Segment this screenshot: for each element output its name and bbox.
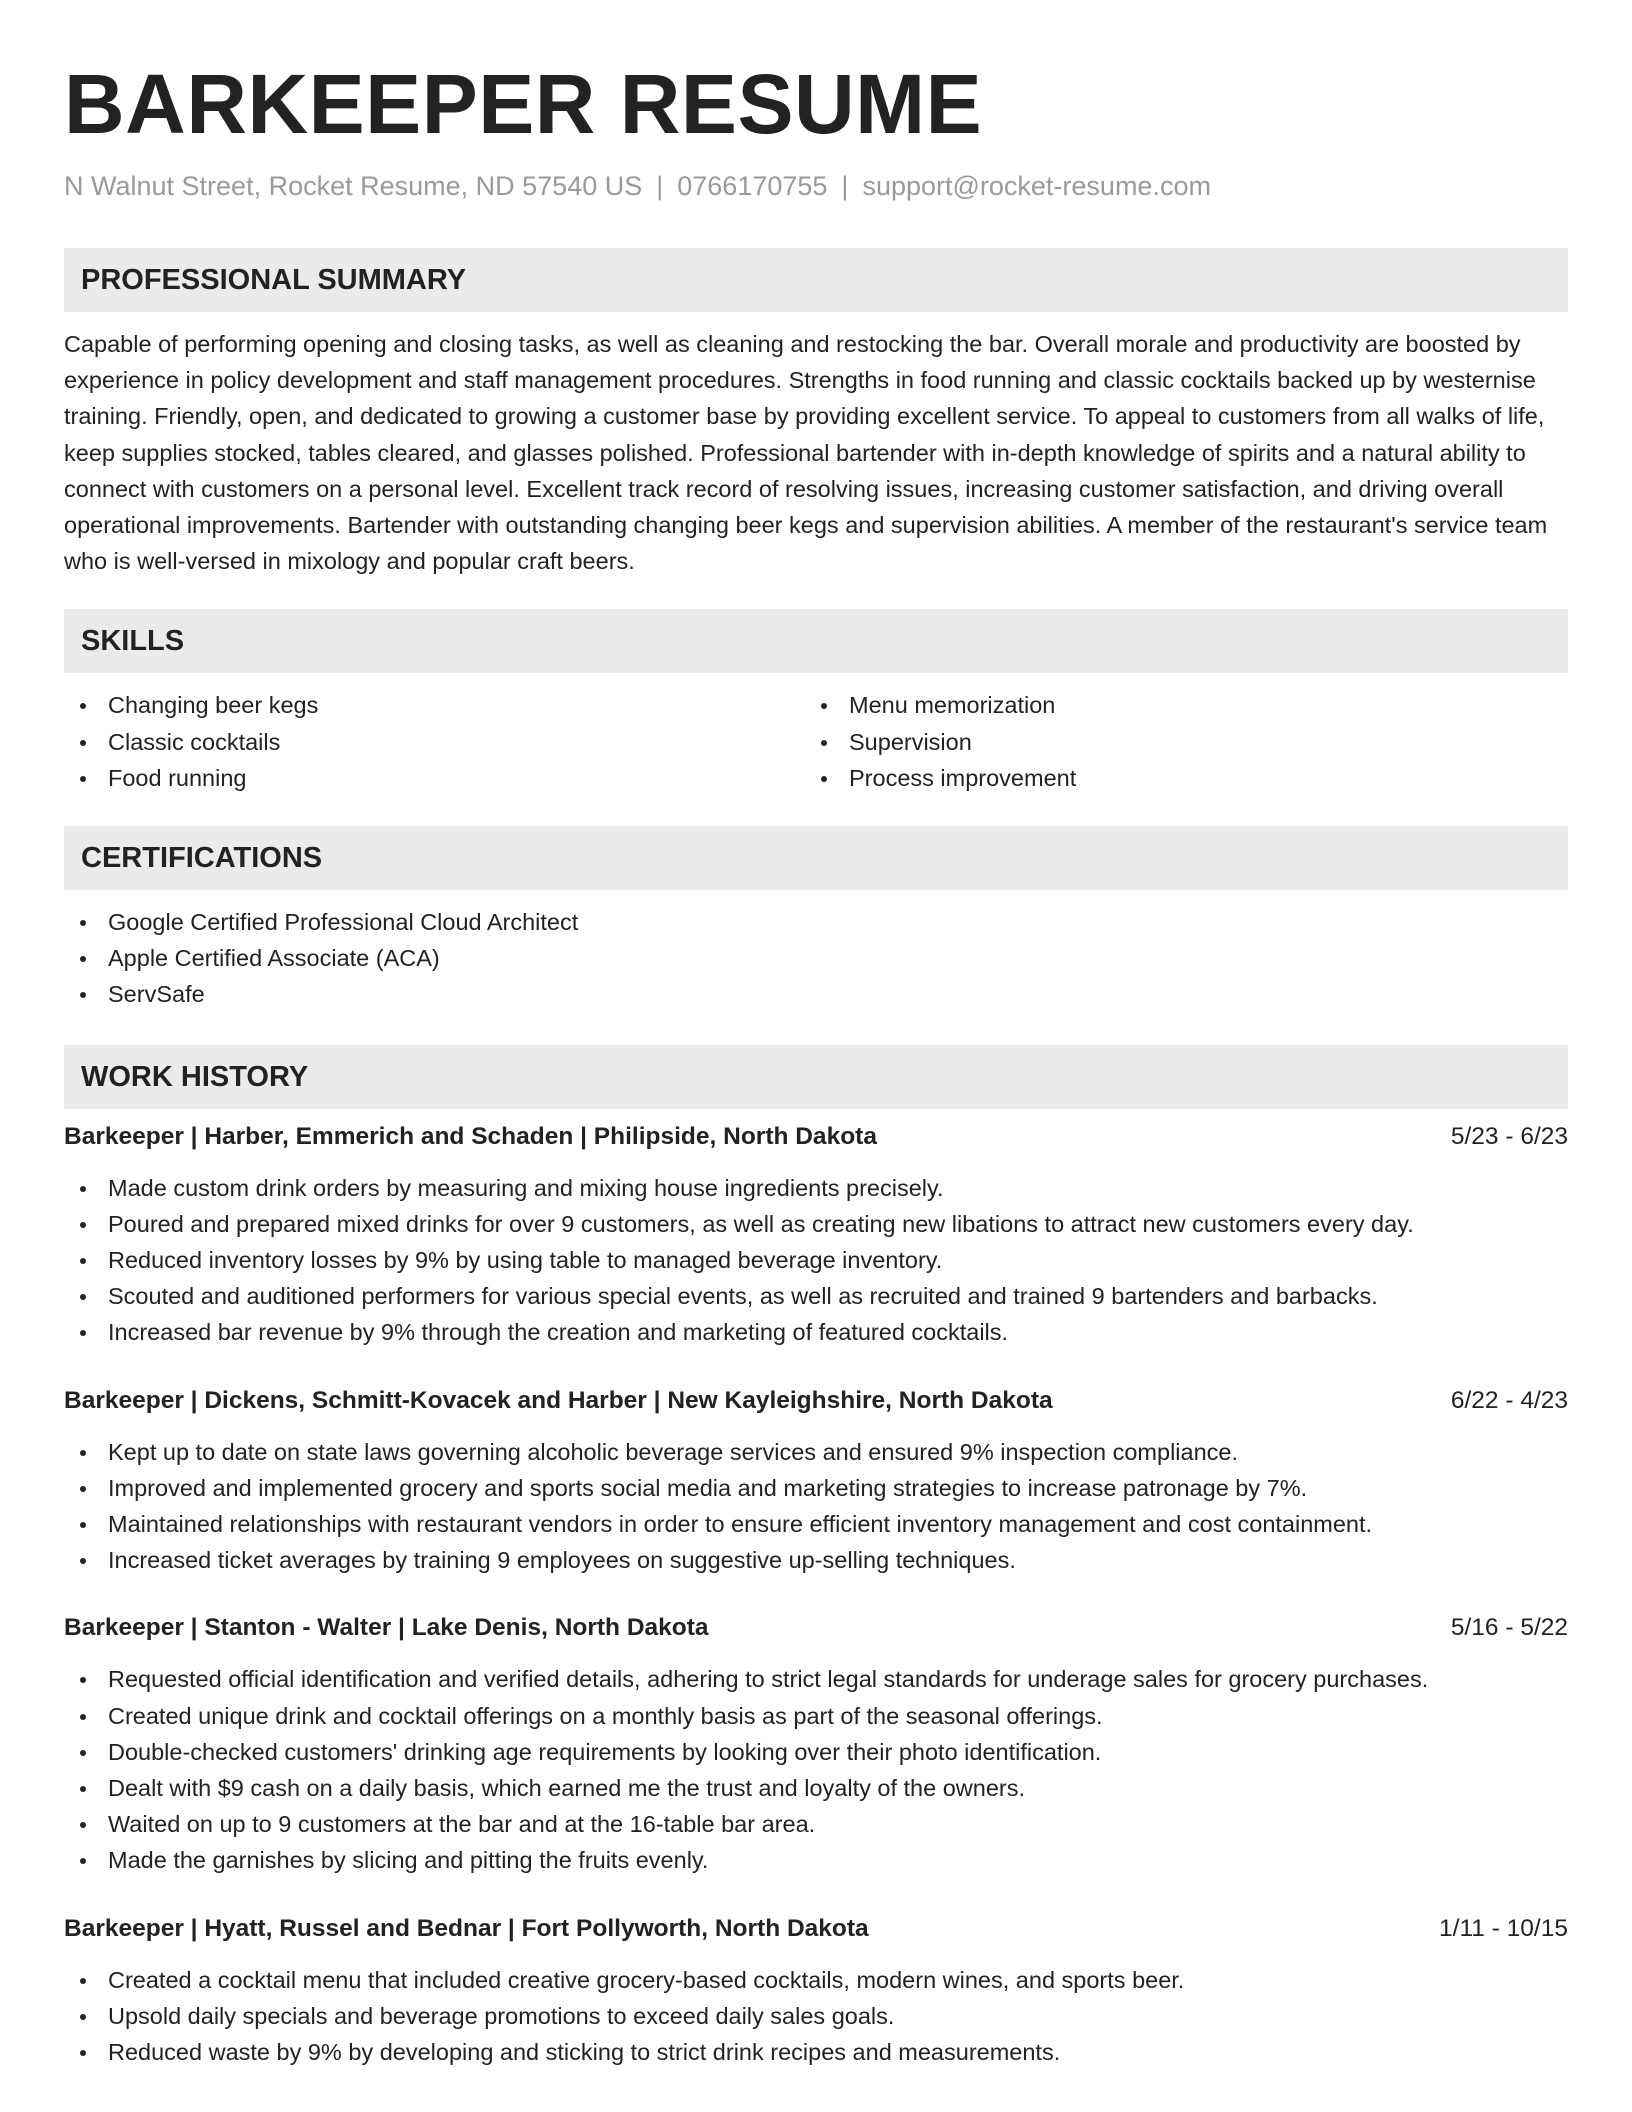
certification-item: ServSafe xyxy=(64,976,1568,1012)
skills-list-right xyxy=(805,687,1546,796)
job-dates: 6/22 - 4/23 xyxy=(1450,1386,1568,1414)
job-bullet: Poured and prepared mixed drinks for over 9 customers, as well as creating new libations to attract new customers every day. xyxy=(64,1206,1568,1242)
job-bullets xyxy=(64,1962,1568,2071)
job-heading-row xyxy=(64,1385,1568,1417)
job-entry xyxy=(64,1913,1568,2071)
job-bullet: Double-checked customers' drinking age requirements by looking over their photo identification. xyxy=(64,1734,1568,1770)
job-bullet: Kept up to date on state laws governing alcoholic beverage services and ensured 9% inspection compliance. xyxy=(64,1434,1568,1470)
certification-item: Google Certified Professional Cloud Architect xyxy=(64,904,1568,940)
skill-item: Supervision xyxy=(805,724,1546,760)
job-bullet: Increased bar revenue by 9% through the creation and marketing of featured cocktails. xyxy=(64,1314,1568,1350)
job-bullet: Created a cocktail menu that included creative grocery-based cocktails, modern wines, and sports beer. xyxy=(64,1962,1568,1998)
job-entry xyxy=(64,1612,1568,1878)
skill-item: Process improvement xyxy=(805,760,1546,796)
job-bullet: Made custom drink orders by measuring and mixing house ingredients precisely. xyxy=(64,1170,1568,1206)
work-section xyxy=(64,1045,1568,2071)
job-heading-row xyxy=(64,1913,1568,1945)
contact-address: N Walnut Street, Rocket Resume, ND 57540 US xyxy=(64,171,643,201)
skills-header: SKILLS xyxy=(64,609,1568,673)
resume-title: BARKEEPER RESUME xyxy=(64,57,983,151)
job-bullet: Scouted and auditioned performers for various special events, as well as recruited and trained 9 bartenders and barbacks. xyxy=(64,1278,1568,1314)
job-bullet: Maintained relationships with restaurant vendors in order to ensure efficient inventory management and cost containment. xyxy=(64,1506,1568,1542)
job-bullet: Reduced inventory losses by 9% by using table to managed beverage inventory. xyxy=(64,1242,1568,1278)
skills-grid xyxy=(64,673,1568,796)
job-title: Barkeeper | Harber, Emmerich and Schaden | Philipside, North Dakota xyxy=(64,1122,877,1150)
contact-separator: | xyxy=(841,171,849,201)
job-dates: 1/11 - 10/15 xyxy=(1439,1914,1568,1942)
certifications-header: CERTIFICATIONS xyxy=(64,826,1568,890)
skills-section xyxy=(64,609,1568,796)
job-bullets xyxy=(64,1170,1568,1351)
work-header: WORK HISTORY xyxy=(64,1045,1568,1109)
job-bullet: Waited on up to 9 customers at the bar and at the 16-table bar area. xyxy=(64,1806,1568,1842)
contact-separator: | xyxy=(656,171,664,201)
job-dates: 5/16 - 5/22 xyxy=(1450,1614,1568,1642)
skill-item: Menu memorization xyxy=(805,687,1546,723)
job-title: Barkeeper | Dickens, Schmitt-Kovacek and Harber | New Kayleighshire, North Dakota xyxy=(64,1386,1053,1414)
job-bullets xyxy=(64,1434,1568,1579)
job-bullet: Reduced waste by 9% by developing and sticking to strict drink recipes and measurements. xyxy=(64,2034,1568,2070)
summary-header: PROFESSIONAL SUMMARY xyxy=(64,248,1568,312)
contact-line xyxy=(64,168,1568,204)
job-title: Barkeeper | Stanton - Walter | Lake Denis, North Dakota xyxy=(64,1614,709,1642)
skill-item: Changing beer kegs xyxy=(64,687,805,723)
job-bullet: Increased ticket averages by training 9 employees on suggestive up-selling techniques. xyxy=(64,1542,1568,1578)
job-heading-row xyxy=(64,1612,1568,1644)
skill-item: Classic cocktails xyxy=(64,724,805,760)
skill-item: Food running xyxy=(64,760,805,796)
job-entry xyxy=(64,1121,1568,1351)
summary-text: Capable of performing opening and closing tasks, as well as cleaning and restocking the bar. Overall morale and productivity are boosted by experience in policy development and staff management procedures. Strengths in food running and classic cocktails backed up by westernise training. Friendly, open, and dedicated to growing a customer base by providing excellent service. To appeal to customers from all walks of life, keep supplies stocked, tables cleared, and glasses polished. Professional bartender with in-depth knowledge of spirits and a natural ability to connect with customers on a personal level. Excellent track record of resolving issues, increasing customer satisfaction, and driving overall operational improvements. Bartender with outstanding changing beer kegs and supervision abilities. A member of the restaurant's service team who is well-versed in mixology and popular craft beers. xyxy=(64,331,1548,575)
job-bullet: Upsold daily specials and beverage promotions to exceed daily sales goals. xyxy=(64,1998,1568,2034)
job-bullet: Made the garnishes by slicing and pitting the fruits evenly. xyxy=(64,1842,1568,1878)
job-heading-row xyxy=(64,1121,1568,1153)
summary-section xyxy=(64,248,1568,579)
job-bullet: Requested official identification and verified details, adhering to strict legal standards for underage sales for grocery purchases. xyxy=(64,1661,1568,1697)
contact-phone: 0766170755 xyxy=(677,171,828,201)
job-title: Barkeeper | Hyatt, Russel and Bednar | Fort Pollyworth, North Dakota xyxy=(64,1914,869,1942)
job-dates: 5/23 - 6/23 xyxy=(1450,1122,1568,1150)
certifications-section xyxy=(64,826,1568,1013)
job-bullet: Dealt with $9 cash on a daily basis, which earned me the trust and loyalty of the owners. xyxy=(64,1770,1568,1806)
certification-item: Apple Certified Associate (ACA) xyxy=(64,940,1568,976)
job-bullet: Improved and implemented grocery and sports social media and marketing strategies to increase patronage by 7%. xyxy=(64,1470,1568,1506)
contact-email: support@rocket-resume.com xyxy=(862,171,1211,201)
job-bullet: Created unique drink and cocktail offerings on a monthly basis as part of the seasonal offerings. xyxy=(64,1698,1568,1734)
job-entry xyxy=(64,1385,1568,1579)
job-bullets xyxy=(64,1661,1568,1878)
skills-list-left xyxy=(64,687,805,796)
certifications-list xyxy=(64,904,1568,1013)
